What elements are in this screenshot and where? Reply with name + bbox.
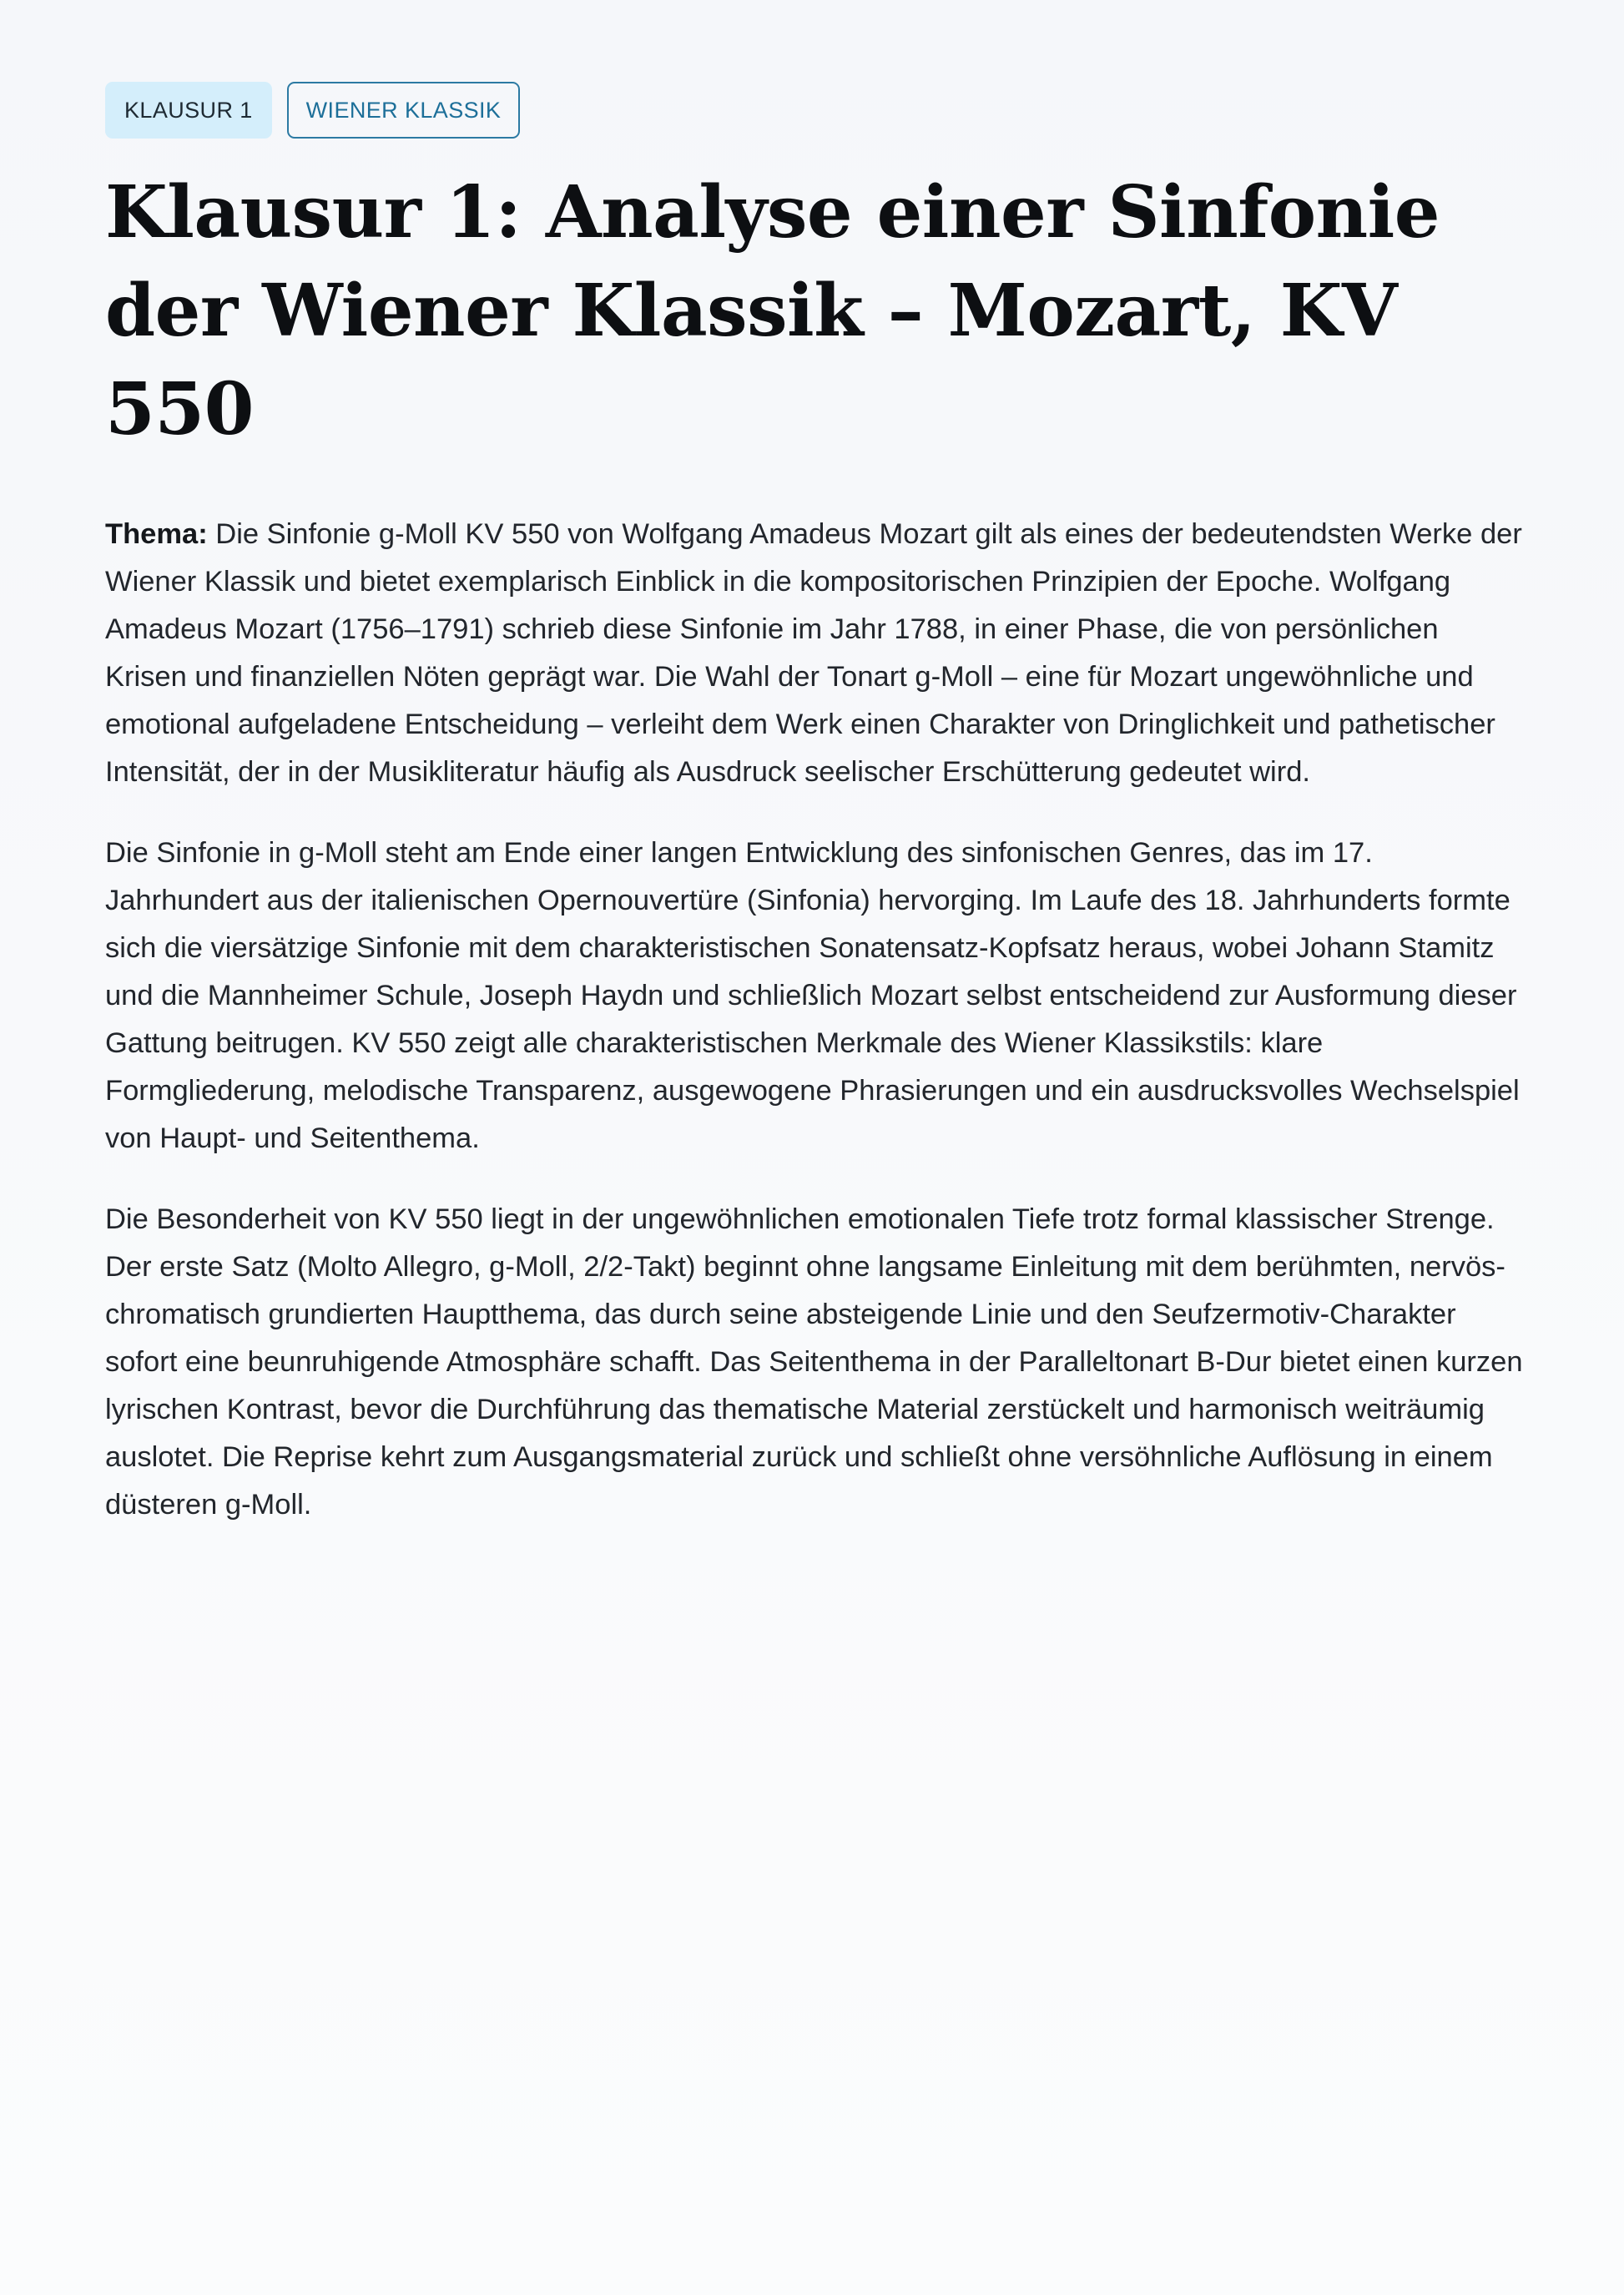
intro-text: Die Sinfonie g-Moll KV 550 von Wolfgang Amadeus Mozart gilt als eines der bedeutendsten Werke der Wiener Klassik und bietet exemplarisch Einblick in die kompositorischen Prinzipien der Epoche. Wolfgang Amadeus Mozart (1756–1791) schrieb diese Sinfonie im Jahr 1788, in einer Phase, die von persönlichen Krisen und finanziellen Nöten geprägt war. Die Wahl der Tonart g-Moll – eine für Mozart ungewöhnliche und emotional aufgeladene Entscheidung – verleiht dem Werk einen Charakter von Dringlichkeit und pathetischer Intensität, der in der Musikliteratur häufig als Ausdruck seelischer Erschütterung gedeutet wird. (105, 518, 1522, 788)
topic-label: Thema: (105, 518, 208, 550)
badge-row (105, 82, 1519, 139)
intro-paragraph (105, 511, 1524, 796)
genre-history-paragraph: Die Sinfonie in g-Moll steht am Ende einer langen Entwicklung des sinfonischen Genres, das im 17. Jahrhundert aus der italienischen Opernouvertüre (Sinfonia) hervorging. Im Laufe des 18. Jahrhunderts formte sich die viersätzige Sinfonie mit dem charakteristischen Sonatensatz-Kopfsatz heraus, wobei Johann Stamitz und die Mannheimer Schule, Joseph Haydn und schließlich Mozart selbst entscheidend zur Ausformung dieser Gattung beitrugen. KV 550 zeigt alle charakteristischen Merkmale des Wiener Klassikstils: klare Formgliederung, melodische Transparenz, ausgewogene Phrasierungen und ein ausdrucksvolles Wechselspiel von Haupt- und Seitenthema. (105, 837, 1520, 1154)
exam-badge: KLAUSUR 1 (105, 82, 272, 139)
epoch-badge: WIENER KLASSIK (287, 82, 521, 139)
first-movement-paragraph: Die Besonderheit von KV 550 liegt in der ungewöhnlichen emotionalen Tiefe trotz formal klassischer Strenge. Der erste Satz (Molto Allegro, g-Moll, 2/2-Takt) beginnt ohne langsame Einleitung mit dem berühmten, nervös-chromatisch grundierten Hauptthema, das durch seine absteigende Linie und den Seufzermotiv-Charakter sofort eine beunruhigende Atmosphäre schafft. Das Seitenthema in der Paralleltonart B-Dur bietet einen kurzen lyrischen Kontrast, bevor die Durchführung das thematische Material zerstückelt und harmonisch weiträumig auslotet. Die Reprise kehrt zum Ausgangsmaterial zurück und schließt ohne versöhnliche Auflösung in einem düsteren g-Moll. (105, 1203, 1523, 1521)
document-body (105, 511, 1524, 1529)
page-title: Klausur 1: Analyse einer Sinfonie der Wiener Klassik – Mozart, KV 550 (105, 170, 1440, 451)
